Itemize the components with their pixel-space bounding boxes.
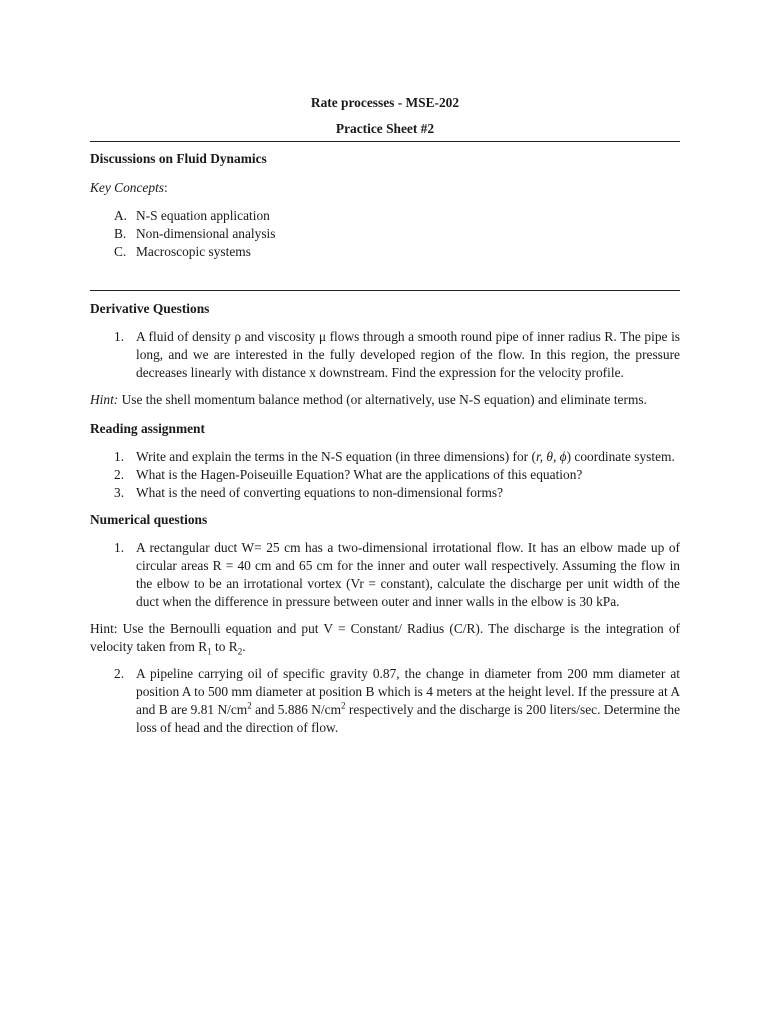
list-marker: A.: [114, 208, 128, 223]
section-heading-reading: Reading assignment: [90, 421, 205, 436]
list-text: Non-dimensional analysis: [136, 226, 276, 241]
question-marker: 1.: [114, 329, 125, 344]
numerical-question-list-1: [90, 539, 680, 611]
question-item: [90, 539, 680, 611]
list-text-post: ) coordinate system.: [566, 449, 675, 464]
numerical-question-list-2: [90, 665, 680, 737]
key-concepts-colon: :: [164, 180, 168, 195]
list-text: What is the need of converting equations to non-dimensional forms?: [136, 485, 504, 500]
list-marker: 3.: [114, 485, 125, 500]
question-text-part2: and 5.886 N/cm: [251, 702, 342, 717]
coordinate-symbols: r, θ, ϕ: [535, 449, 567, 464]
question-text: A fluid of density ρ and viscosity μ flows through a smooth round pipe of inner radius R. The pipe is long, and we are interested in the fully developed region of the flow. In this region, the pressure decreases linearly with distance x downstream. Find the expression for the velocity profile.: [136, 329, 680, 380]
list-item: [90, 225, 680, 243]
question-text: A rectangular duct W= 25 cm has a two-dimensional irrotational flow. It has an elbow made up of circular areas R = 40 cm and 65 cm for the inner and outer wall respectively. Assuming the flow in the elbow to be an irrotational vortex (Vr = constant), calculate the discharge per unit width of the duct when the difference in pressure between outer and inner walls in the elbow is 30 kPa.: [136, 540, 680, 609]
hint-text-pre: Hint: Use the Bernoulli equation and put V = Constant/ Radius (C/R). The discharge is the integration of velocity taken from R: [90, 621, 680, 654]
list-item: [90, 484, 680, 502]
hint-text-mid: to R: [211, 639, 238, 654]
question-text-part1: A pipeline carrying oil of specific gravity 0.87, the change in diameter from 200 mm diameter at position A to 500 mm diameter at position B which is 4 meters at the height level. If the pressure at A and B are 9.81 N/cm: [136, 666, 680, 717]
horizontal-rule: [90, 141, 680, 142]
list-marker: B.: [114, 226, 127, 241]
superscript-2: 2: [341, 700, 346, 711]
list-marker: 2.: [114, 467, 125, 482]
document-title: Rate processes - MSE-202: [310, 95, 460, 110]
section-heading-discussions: Discussions on Fluid Dynamics: [90, 151, 267, 166]
list-text: [136, 448, 680, 466]
list-item: [90, 243, 680, 261]
question-item: [90, 328, 680, 382]
list-marker: C.: [114, 244, 127, 259]
section-heading-derivative: Derivative Questions: [90, 301, 210, 316]
section-heading-numerical: Numerical questions: [90, 512, 208, 527]
hint-text-end: .: [242, 639, 246, 654]
question-text: [136, 665, 680, 737]
document-subtitle: Practice Sheet #2: [335, 121, 435, 136]
question-item: [90, 665, 680, 737]
list-text: Macroscopic systems: [136, 244, 251, 259]
list-item: [90, 466, 680, 484]
subscript-1: 1: [207, 646, 212, 657]
question-text-part3: respectively and the discharge is 200 liters/sec. Determine the loss of head and the direction of flow.: [136, 702, 681, 735]
superscript-1: 2: [247, 700, 252, 711]
hint-label: Hint:: [90, 392, 119, 407]
question-marker: 2.: [114, 666, 125, 681]
list-item: [90, 207, 680, 225]
list-item: [90, 448, 680, 466]
reading-list: [90, 448, 680, 502]
list-text: N-S equation application: [136, 208, 270, 223]
hint-text: Use the shell momentum balance method (or alternatively, use N-S equation) and eliminate terms.: [118, 392, 647, 407]
list-marker: 1.: [114, 449, 125, 464]
list-text-pre: Write and explain the terms in the N-S equation (in three dimensions) for (: [136, 449, 536, 464]
hint-derivative: [90, 391, 680, 409]
hint-numerical: [90, 620, 680, 656]
key-concepts-label: [90, 179, 680, 197]
subscript-2: 2: [237, 646, 243, 657]
question-marker: 1.: [114, 540, 125, 555]
list-text: What is the Hagen-Poiseuille Equation? What are the applications of this equation?: [136, 467, 583, 482]
key-concepts-list: [90, 207, 680, 261]
key-concepts-text: Key Concepts: [90, 180, 165, 195]
derivative-question-list: [90, 328, 680, 382]
horizontal-rule: [90, 290, 680, 291]
